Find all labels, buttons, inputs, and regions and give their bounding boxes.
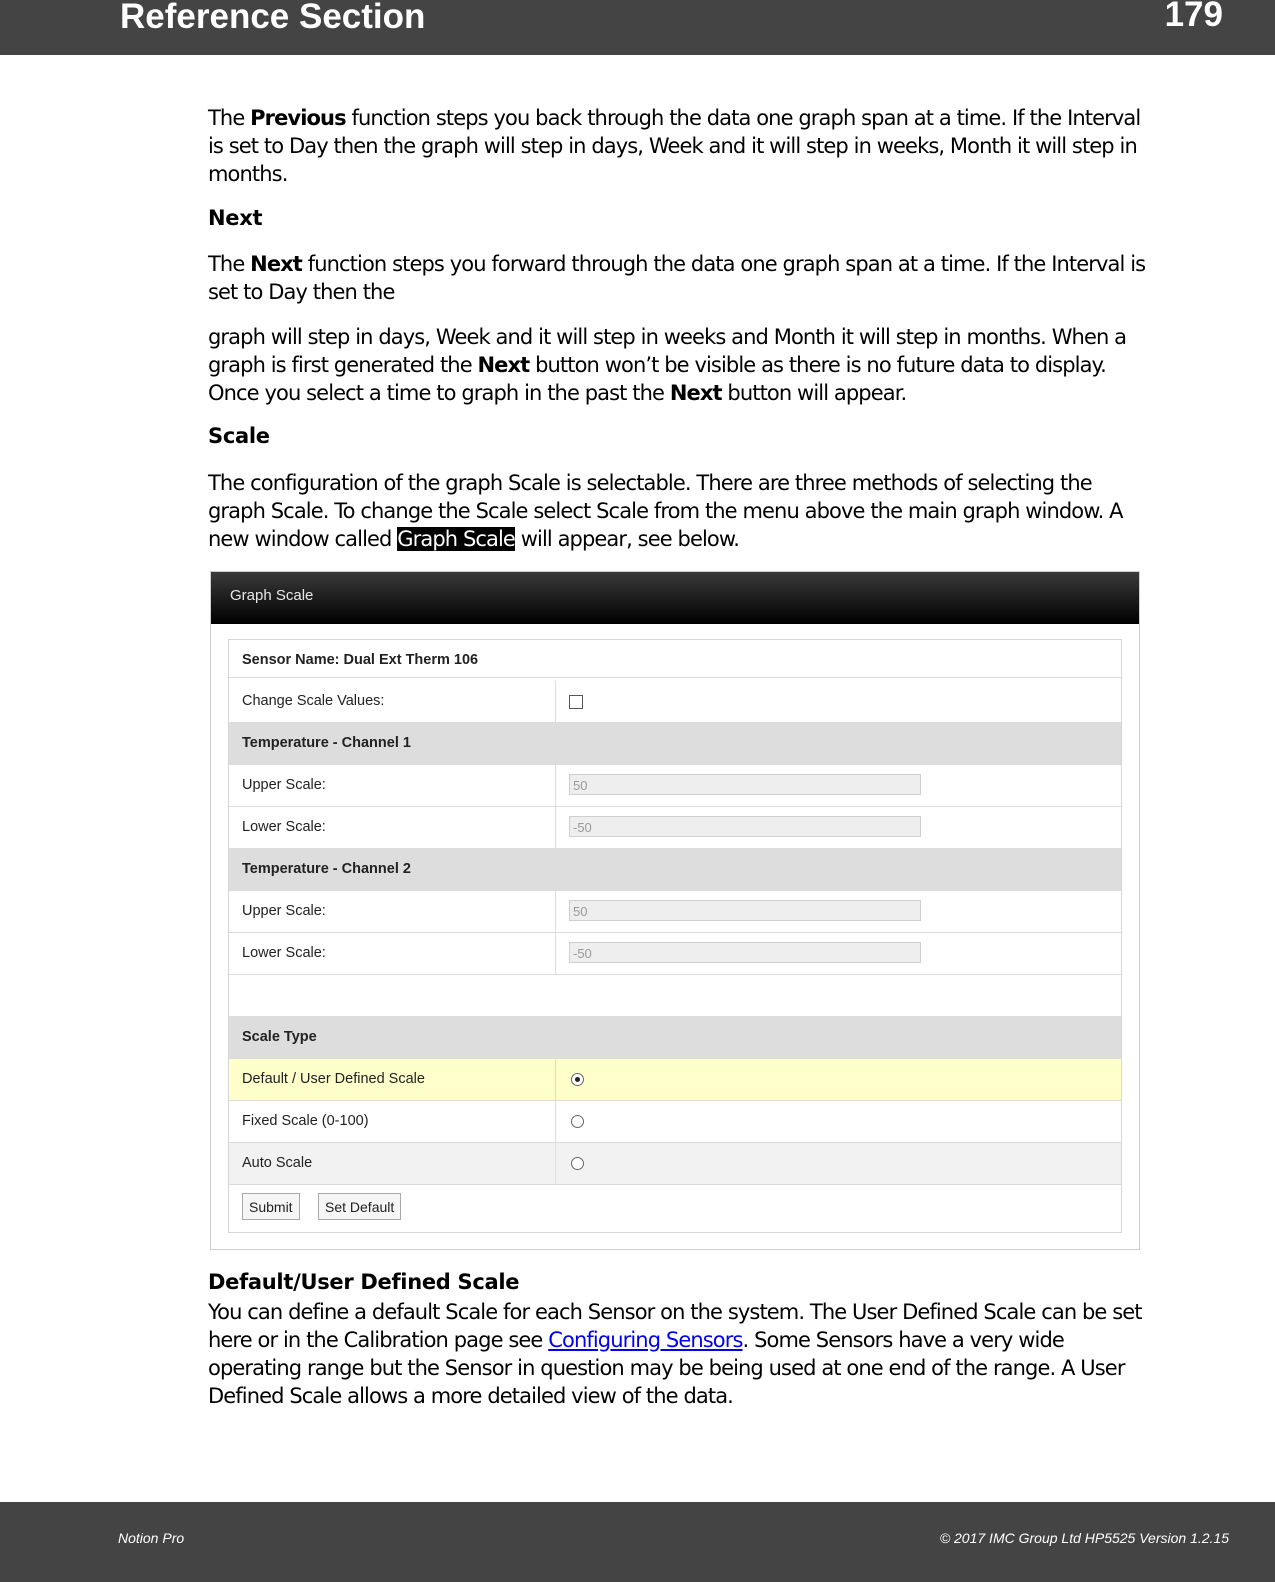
heading-next: Next <box>208 206 263 230</box>
graph-scale-highlight: Graph Scale <box>397 527 515 551</box>
paragraph-default: You can define a default Scale for each Sensor on the system. The User Defined Scale can be set here or in the Calibration page see Configuring Sensors. Some Sensors have a very wide operating range but the Sensor in question may be being used at one end of the range. A User Defined Scale allows a more detailed view of the data. <box>208 1300 1142 1408</box>
graph-scale-screenshot <box>210 571 1140 1250</box>
paragraph-next-2: graph will step in days, Week and it will step in weeks and Month it will step in months. When a graph is first generated the Next button won’t be visible as there is no future data to display. Once you select a time to graph in the past the Next button will appear. <box>208 325 1127 405</box>
paragraph-previous: The Previous function steps you back through the data one graph span at a time. If the Interval is set to Day then the graph will step in days, Week and it will step in weeks, Month it will step in months. <box>208 106 1141 186</box>
option-auto-row <box>229 1143 1121 1185</box>
channel1-upper-row <box>229 765 1121 807</box>
scale-form <box>228 639 1122 1233</box>
footer-product: Notion Pro <box>118 1530 185 1546</box>
channel2-lower-input[interactable]: -50 <box>569 942 921 963</box>
change-scale-row <box>229 681 1121 723</box>
option-default-row <box>229 1059 1121 1101</box>
change-scale-label: Change Scale Values: <box>242 693 385 709</box>
channel1-heading: Temperature - Channel 1 <box>242 735 411 751</box>
channel2-upper-label: Upper Scale: <box>242 903 326 919</box>
channel2-upper-input[interactable]: 50 <box>569 900 921 921</box>
section-title: Reference Section <box>120 0 426 36</box>
set-default-button[interactable]: Set Default <box>318 1193 401 1220</box>
channel1-heading-row <box>229 723 1121 765</box>
spacer-row <box>229 975 1121 1017</box>
channel1-lower-input[interactable]: -50 <box>569 816 921 837</box>
scale-type-heading-row <box>229 1017 1121 1059</box>
heading-default-user-defined-scale: Default/User Defined Scale <box>208 1270 520 1294</box>
paragraph-scale: The configuration of the graph Scale is selectable. There are three methods of selecting the graph Scale. To change the Scale select Scale from the menu above the main graph window. A new window called Graph Scale will appear, see below. <box>208 471 1123 551</box>
option-auto-radio[interactable] <box>571 1157 584 1170</box>
option-fixed-row <box>229 1101 1121 1143</box>
heading-scale: Scale <box>208 424 270 448</box>
option-auto-label: Auto Scale <box>242 1155 313 1171</box>
sensor-name: Sensor Name: Dual Ext Therm 106 <box>242 652 479 668</box>
change-scale-checkbox[interactable] <box>569 695 583 709</box>
option-fixed-radio[interactable] <box>571 1115 584 1128</box>
channel1-lower-row <box>229 807 1121 849</box>
paragraph-next-1: The Next function steps you forward through the data one graph span at a time. If the Interval is set to Day then the <box>208 252 1146 304</box>
channel2-lower-label: Lower Scale: <box>242 945 326 961</box>
channel2-upper-row <box>229 891 1121 933</box>
channel1-upper-label: Upper Scale: <box>242 777 326 793</box>
footer-copyright: © 2017 IMC Group Ltd HP5525 Version 1.2.15 <box>939 1530 1229 1546</box>
option-default-radio[interactable] <box>571 1073 584 1086</box>
option-default-label: Default / User Defined Scale <box>242 1071 425 1087</box>
page-header <box>0 0 1275 55</box>
submit-button[interactable]: Submit <box>242 1193 300 1220</box>
scale-type-heading: Scale Type <box>242 1029 317 1045</box>
configuring-sensors-link[interactable]: Configuring Sensors <box>548 1328 743 1352</box>
channel1-lower-label: Lower Scale: <box>242 819 326 835</box>
window-title-bar: Graph Scale <box>211 572 1139 624</box>
channel2-heading-row <box>229 849 1121 891</box>
sensor-name-row <box>229 640 1121 678</box>
channel1-upper-input[interactable]: 50 <box>569 774 921 795</box>
page-footer <box>0 1502 1275 1582</box>
channel2-heading: Temperature - Channel 2 <box>242 861 411 877</box>
channel2-lower-row <box>229 933 1121 975</box>
option-fixed-label: Fixed Scale (0-100) <box>242 1113 369 1129</box>
page-number: 179 <box>1164 0 1223 34</box>
